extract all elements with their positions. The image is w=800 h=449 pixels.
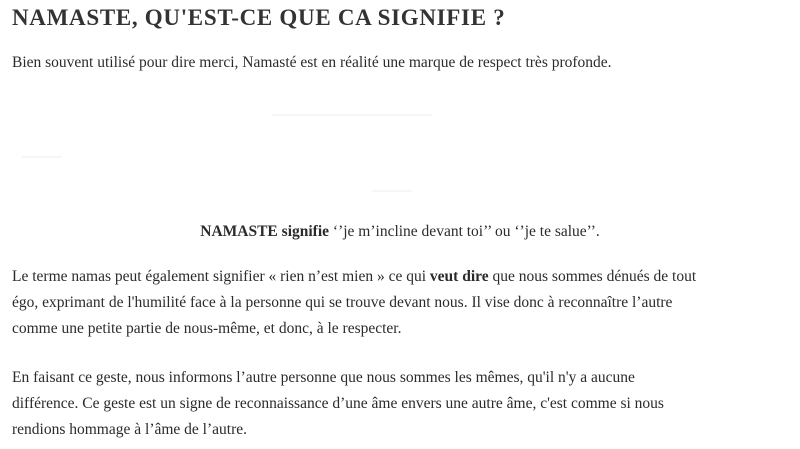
blank-image-area	[12, 90, 788, 205]
definition-line	[0, 223, 800, 241]
article-title: NAMASTE, QU'EST-CE QUE CA SIGNIFIE ?	[12, 5, 506, 30]
paragraph-recognition	[12, 365, 664, 443]
bold-phrase: veut dire	[429, 268, 489, 285]
intro-paragraph: Bien souvent utilisé pour dire merci, Namasté est en réalité une marque de respect très profonde.	[12, 54, 612, 71]
paragraph-line: En faisant ce geste, nous informons l’autre personne que nous sommes les mêmes, qu'il n'y a aucune	[12, 369, 635, 386]
definition-verb: signifie	[281, 223, 330, 240]
definition-meaning: ‘’je m’incline devant toi’’ ou ‘’je te salue’’.	[329, 223, 600, 240]
paragraph-line: égo, exprimant de l'humilité face à la personne qui se trouve devant nous. Il vise donc à reconnaître l’autre	[12, 294, 673, 311]
paragraph-line: rendions hommage à l’âme de l’autre.	[12, 421, 247, 438]
paragraph-humility	[12, 264, 696, 342]
faint-artifact	[372, 190, 412, 192]
text-run: que nous sommes dénués de tout	[488, 268, 697, 285]
faint-artifact	[22, 156, 62, 158]
paragraph-line	[12, 264, 696, 290]
definition-word: NAMASTE	[200, 223, 278, 240]
paragraph-line: comme une petite partie de nous-même, et donc, à le respecter.	[12, 320, 402, 337]
text-run: Le terme namas peut également signifier « rien n’est mien » ce qui	[12, 268, 430, 285]
paragraph-line: différence. Ce geste est un signe de reconnaissance d’une âme envers une autre âme, c'est comme si nous	[12, 395, 664, 412]
faint-artifact	[272, 114, 432, 116]
